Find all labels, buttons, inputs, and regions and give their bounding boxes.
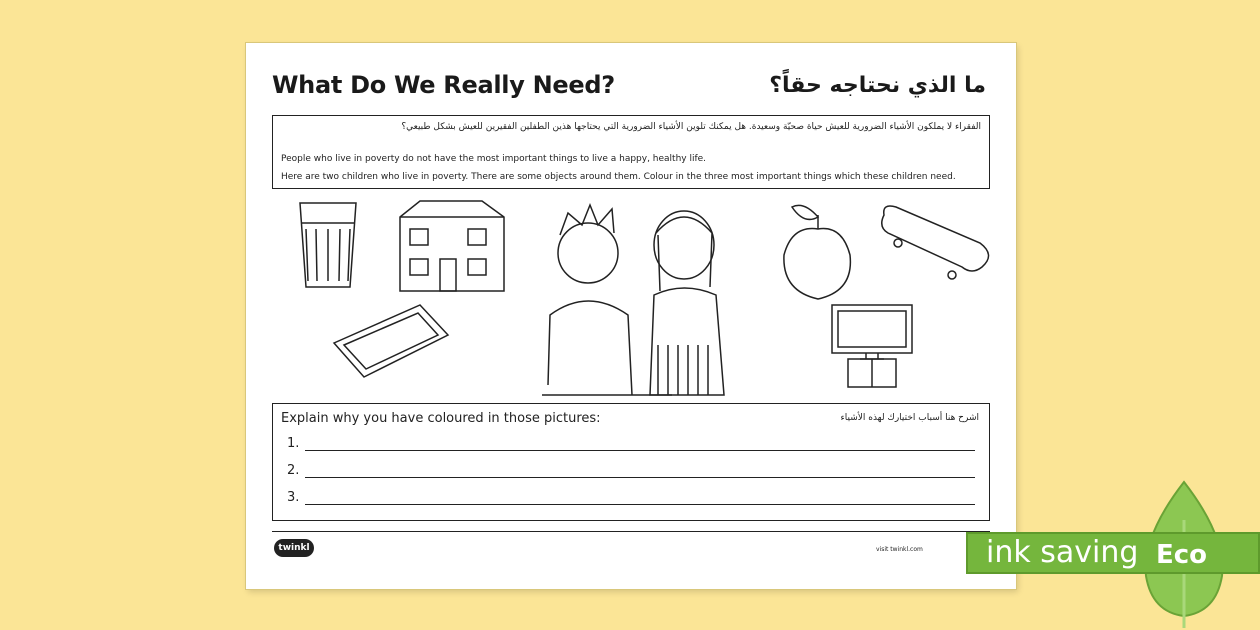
explain-english: Explain why you have coloured in those pictures:: [281, 411, 601, 426]
skateboard-icon: [882, 206, 989, 279]
answer-rule: [305, 504, 975, 505]
answer-rule: [305, 477, 975, 478]
worksheet-page: [246, 43, 1016, 589]
explain-arabic: اشرح هنا أسباب اختيارك لهذه الأشياء: [840, 413, 979, 423]
house-icon: [400, 201, 504, 291]
answer-line-2[interactable]: [287, 463, 975, 483]
television-icon: [832, 305, 912, 387]
answer-number-2: 2.: [287, 463, 300, 478]
apple-icon: [784, 205, 851, 299]
glass-of-water-icon: [300, 203, 356, 287]
children-illustration: [542, 205, 724, 395]
eco-label: Eco: [1156, 540, 1208, 570]
visit-link[interactable]: visit twinkl.com: [876, 546, 923, 553]
illustrations: [272, 195, 990, 407]
answer-number-3: 3.: [287, 490, 300, 505]
answer-rule: [305, 450, 975, 451]
footer-divider: [272, 531, 990, 532]
intro-english-line-2: Here are two children who live in poverty. There are some objects around them. Colour in the three most important things which these children need.: [281, 172, 956, 182]
twinkl-logo: twinkl: [274, 539, 314, 557]
title-arabic: ما الذي نحتاجه حقاً؟: [769, 73, 986, 98]
answer-line-3[interactable]: [287, 490, 975, 510]
ink-saving-badge: [966, 480, 1260, 630]
title-english: What Do We Really Need?: [272, 71, 615, 99]
intro-arabic: الفقراء لا يملكون الأشياء الضرورية للعيش حياة صحيّة وسعيدة. هل يمكنك تلوين الأشياء الضرورية التي يحتاجها هذين الطفلين الفقيرين للعيش بشكل طبيعي؟: [401, 122, 981, 132]
answer-line-1[interactable]: [287, 436, 975, 456]
explain-box: [272, 403, 990, 521]
answer-number-1: 1.: [287, 436, 300, 451]
intro-english-line-1: People who live in poverty do not have the most important things to live a happy, healthy life.: [281, 154, 707, 164]
smartphone-icon: [334, 305, 448, 377]
ink-saving-label: ink saving: [986, 535, 1139, 570]
intro-box: [272, 115, 990, 189]
